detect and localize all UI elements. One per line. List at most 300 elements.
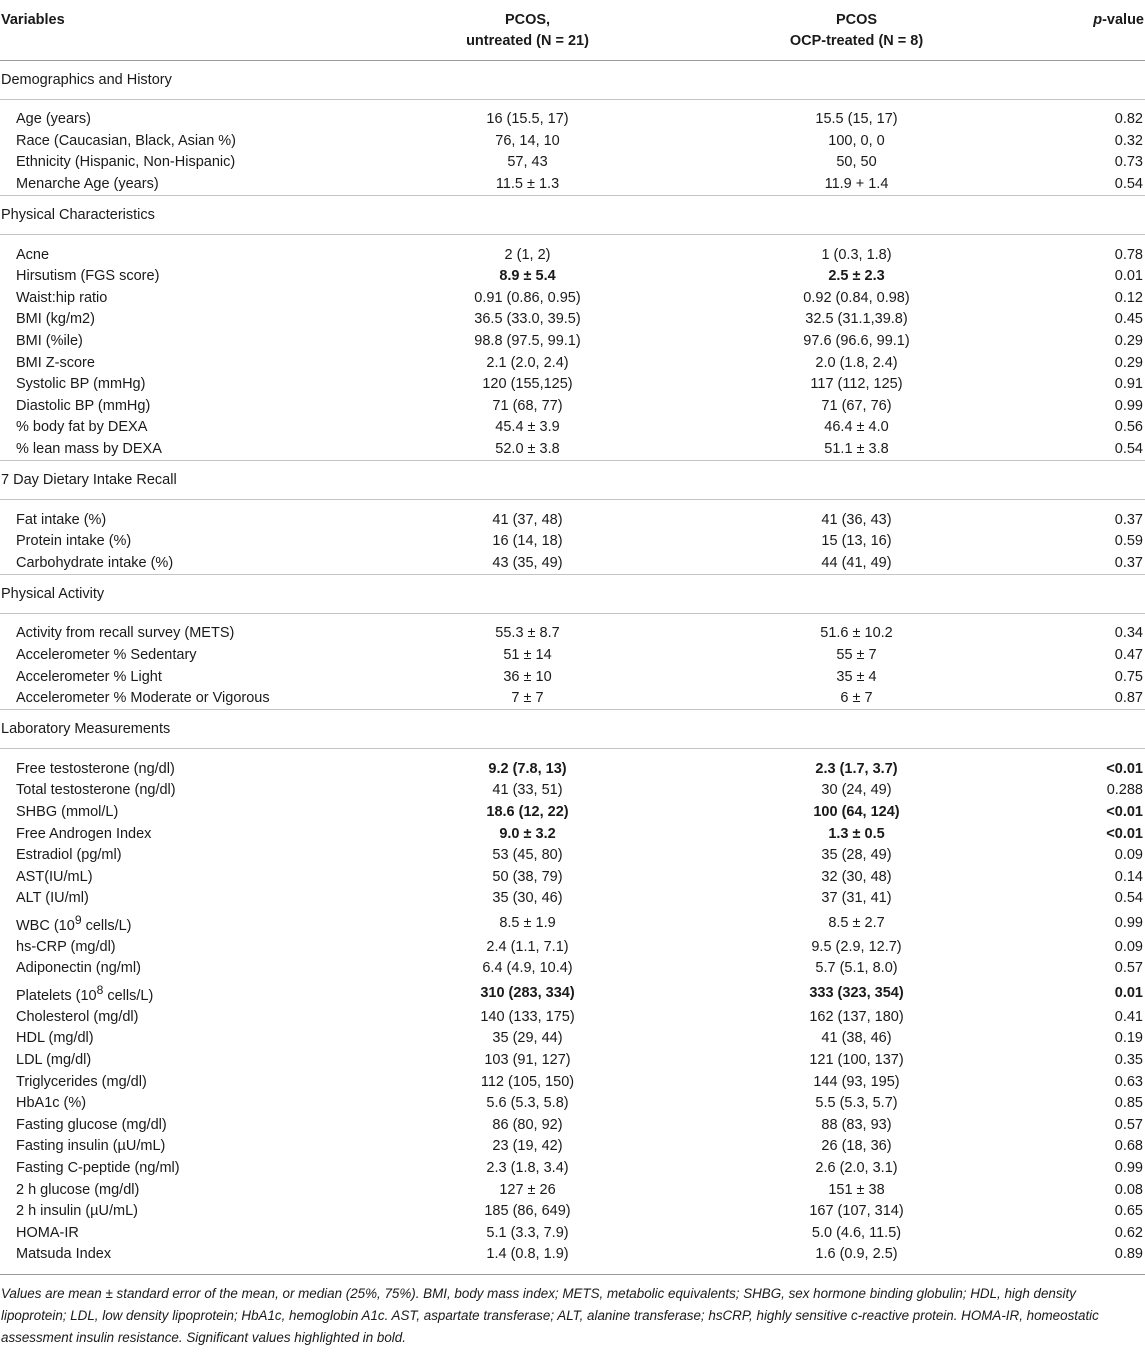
- variable-label: Carbohydrate intake (%): [16, 554, 174, 571]
- header-treated: [685, 0, 1028, 61]
- cell-untreated: 5.6 (5.3, 5.8): [486, 1095, 569, 1112]
- cell-p-value: 0.12: [1114, 289, 1143, 306]
- cell-variable: [0, 802, 370, 824]
- table-row: [0, 910, 1145, 937]
- cell-untreated: 35 (30, 46): [492, 890, 563, 907]
- cell-variable: [0, 1093, 370, 1115]
- cell-treated: 88 (83, 93): [821, 1116, 892, 1133]
- header-untreated-line2: untreated (N = 21): [466, 33, 589, 49]
- cell-treated: 100 (64, 124): [813, 803, 900, 820]
- cell-treated: 11.9 + 1.4: [824, 176, 889, 193]
- cell-untreated: 11.5 ± 1.3: [495, 176, 560, 193]
- variable-label: hs-CRP (mg/dl): [16, 938, 116, 955]
- cell-p-value: 0.41: [1114, 1008, 1143, 1025]
- cell-variable: [0, 266, 370, 288]
- header-treated-line2: OCP-treated (N = 8): [789, 33, 924, 49]
- cell-p-value: 0.82: [1114, 111, 1143, 128]
- cell-p-value: 0.45: [1114, 311, 1143, 328]
- table-row: [0, 866, 1145, 888]
- cell-untreated: 0.91 (0.86, 0.95): [474, 289, 581, 306]
- variable-label: Waist:hip ratio: [16, 289, 108, 306]
- variable-label: Systolic BP (mmHg): [16, 376, 146, 393]
- cell-treated: 9.5 (2.9, 12.7): [811, 938, 902, 955]
- cell-treated: 41 (38, 46): [821, 1030, 892, 1047]
- variable-label: % lean mass by DEXA: [16, 441, 162, 458]
- cell-untreated: 185 (86, 649): [484, 1203, 571, 1220]
- cell-untreated: 18.6 (12, 22): [486, 803, 569, 820]
- header-variables-label: Variables: [1, 12, 65, 28]
- cell-untreated: 36 ± 10: [503, 668, 552, 685]
- cell-untreated: 5.1 (3.3, 7.9): [486, 1224, 569, 1241]
- header-row: [0, 0, 1145, 61]
- table-row: [0, 109, 1145, 131]
- cell-untreated: 112 (105, 150): [480, 1073, 575, 1090]
- header-treated-line1: PCOS: [835, 12, 878, 28]
- table-row: [0, 780, 1145, 802]
- cell-p-value: 0.78: [1114, 246, 1143, 263]
- cell-treated: 100, 0, 0: [828, 132, 885, 149]
- cell-p-value: <0.01: [1106, 803, 1143, 820]
- variable-label: Triglycerides (mg/dl): [16, 1073, 147, 1090]
- header-untreated: [370, 0, 685, 61]
- section-title: 7 Day Dietary Intake Recall: [0, 461, 1145, 500]
- cell-variable: [0, 244, 370, 266]
- cell-variable: [0, 936, 370, 958]
- section-spacer: [0, 235, 1145, 245]
- table-row: [0, 1071, 1145, 1093]
- cell-treated: 1.3 ± 0.5: [828, 825, 885, 842]
- cell-variable: [0, 1158, 370, 1180]
- cell-untreated: 45.4 ± 3.9: [495, 419, 560, 436]
- cell-untreated: 52.0 ± 3.8: [495, 441, 560, 458]
- variable-label: Free testosterone (ng/dl): [16, 760, 175, 777]
- table-row: [0, 174, 1145, 196]
- cell-p-value: 0.57: [1114, 960, 1143, 977]
- cell-untreated: 55.3 ± 8.7: [495, 625, 560, 642]
- cell-treated: 32 (30, 48): [821, 868, 892, 885]
- table-row: [0, 131, 1145, 153]
- cell-variable: [0, 553, 370, 575]
- spacer-cell: [0, 749, 1145, 759]
- cell-untreated: 53 (45, 80): [492, 847, 563, 864]
- cell-untreated: 6.4 (4.9, 10.4): [482, 960, 573, 977]
- cell-p-value: 0.99: [1114, 914, 1143, 931]
- variable-label: HDL (mg/dl): [16, 1030, 94, 1047]
- cell-variable: [0, 331, 370, 353]
- cell-treated: 0.92 (0.84, 0.98): [803, 289, 910, 306]
- cell-untreated: 57, 43: [507, 154, 548, 171]
- cell-treated: 2.6 (2.0, 3.1): [815, 1159, 898, 1176]
- cell-variable: [0, 866, 370, 888]
- cell-variable: [0, 439, 370, 461]
- cell-p-value: <0.01: [1106, 825, 1143, 842]
- cell-variable: [0, 109, 370, 131]
- header-p-italic: p: [1093, 12, 1103, 28]
- table-row: [0, 1222, 1145, 1244]
- cell-treated: 333 (323, 354): [809, 984, 904, 1001]
- cell-p-value: 0.37: [1114, 554, 1143, 571]
- cell-treated: 8.5 ± 2.7: [828, 914, 885, 931]
- table-row: [0, 1028, 1145, 1050]
- variable-label: Adiponectin (ng/ml): [16, 960, 141, 977]
- table-row: [0, 980, 1145, 1007]
- cell-untreated: 50 (38, 79): [492, 868, 563, 885]
- cell-variable: [0, 645, 370, 667]
- cell-treated: 15 (13, 16): [821, 533, 892, 550]
- variable-label: Accelerometer % Sedentary: [16, 646, 197, 663]
- cell-treated: 35 (28, 49): [821, 847, 892, 864]
- cell-variable: [0, 1244, 370, 1266]
- variable-label: Accelerometer % Moderate or Vigorous: [16, 690, 270, 707]
- variable-label: Race (Caucasian, Black, Asian %): [16, 132, 237, 149]
- cell-p-value: 0.73: [1114, 154, 1143, 171]
- cell-variable: [0, 958, 370, 980]
- table-row: [0, 688, 1145, 710]
- cell-treated: 41 (36, 43): [821, 511, 892, 528]
- cell-untreated: 41 (33, 51): [492, 782, 563, 799]
- table-row: [0, 645, 1145, 667]
- table-row: [0, 531, 1145, 553]
- variable-label-suffix: cells/L): [103, 987, 154, 1004]
- cell-variable: [0, 417, 370, 439]
- table-row: [0, 1201, 1145, 1223]
- cell-p-value: 0.91: [1114, 376, 1143, 393]
- variable-label: Diastolic BP (mmHg): [16, 397, 151, 414]
- cell-variable: [0, 1222, 370, 1244]
- cell-variable: [0, 980, 370, 1007]
- cell-untreated: 9.2 (7.8, 13): [488, 760, 567, 777]
- table-header: [0, 0, 1145, 61]
- cell-treated: 46.4 ± 4.0: [824, 419, 889, 436]
- cell-treated: 15.5 (15, 17): [815, 111, 898, 128]
- cell-variable: [0, 823, 370, 845]
- cell-variable: [0, 396, 370, 418]
- cell-treated: 162 (137, 180): [809, 1008, 904, 1025]
- variable-label: 2 h glucose (mg/dl): [16, 1181, 140, 1198]
- table-row: [0, 266, 1145, 288]
- cell-p-value: 0.85: [1114, 1095, 1143, 1112]
- spacer-cell: [0, 614, 1145, 624]
- table-row: [0, 623, 1145, 645]
- cell-p-value: 0.34: [1114, 625, 1143, 642]
- cell-p-value: 0.01: [1114, 984, 1143, 1001]
- variable-label: Estradiol (pg/ml): [16, 847, 122, 864]
- cell-treated: 117 (112, 125): [810, 376, 903, 393]
- header-p-value: [1028, 0, 1145, 61]
- cell-untreated: 36.5 (33.0, 39.5): [474, 311, 581, 328]
- cell-untreated: 140 (133, 175): [480, 1008, 575, 1025]
- cell-untreated: 98.8 (97.5, 99.1): [474, 333, 581, 350]
- cell-variable: [0, 509, 370, 531]
- cell-variable: [0, 174, 370, 196]
- cell-p-value: 0.87: [1114, 690, 1143, 707]
- table-row: [0, 1158, 1145, 1180]
- variable-label: BMI (kg/m2): [16, 311, 95, 328]
- cell-untreated: 76, 14, 10: [495, 132, 560, 149]
- cell-treated: 5.0 (4.6, 11.5): [811, 1224, 902, 1241]
- cell-treated: 50, 50: [836, 154, 877, 171]
- cell-variable: [0, 666, 370, 688]
- cell-p-value: 0.65: [1114, 1203, 1143, 1220]
- variable-label: Fasting insulin (µU/mL): [16, 1138, 166, 1155]
- section-header-row: [0, 575, 1145, 614]
- cell-treated: 35 ± 4: [836, 668, 877, 685]
- section-spacer: [0, 100, 1145, 110]
- cell-variable: [0, 888, 370, 910]
- table-row: [0, 553, 1145, 575]
- cell-p-value: 0.09: [1114, 938, 1143, 955]
- table-row: [0, 1006, 1145, 1028]
- cell-treated: 26 (18, 36): [821, 1138, 892, 1155]
- cell-treated: 37 (31, 41): [821, 890, 892, 907]
- variable-label: HbA1c (%): [16, 1095, 87, 1112]
- cell-treated: 2.3 (1.7, 3.7): [815, 760, 898, 777]
- cell-treated: 97.6 (96.6, 99.1): [803, 333, 910, 350]
- variable-label: LDL (mg/dl): [16, 1051, 92, 1068]
- cell-p-value: 0.75: [1114, 668, 1143, 685]
- table-row: [0, 936, 1145, 958]
- cell-untreated: 2.1 (2.0, 2.4): [486, 354, 569, 371]
- cell-variable: [0, 1050, 370, 1072]
- variable-label: SHBG (mmol/L): [16, 803, 119, 820]
- cell-p-value: 0.99: [1114, 397, 1143, 414]
- cell-treated: 1.6 (0.9, 2.5): [815, 1246, 898, 1263]
- cell-p-value: 0.99: [1114, 1159, 1143, 1176]
- cell-p-value: 0.54: [1114, 176, 1143, 193]
- cell-variable: [0, 1006, 370, 1028]
- table-row: [0, 509, 1145, 531]
- variable-label: HOMA-IR: [16, 1224, 79, 1241]
- table-row: [0, 1093, 1145, 1115]
- cell-treated: 55 ± 7: [836, 646, 877, 663]
- cell-p-value: 0.19: [1114, 1030, 1143, 1047]
- table-row: [0, 1050, 1145, 1072]
- cell-p-value: 0.54: [1114, 890, 1143, 907]
- table-row: [0, 331, 1145, 353]
- variable-label: Hirsutism (FGS score): [16, 268, 160, 285]
- cell-variable: [0, 374, 370, 396]
- cell-treated: 32.5 (31.1,39.8): [805, 311, 908, 328]
- cell-variable: [0, 1179, 370, 1201]
- cell-untreated: 2 (1, 2): [504, 246, 551, 263]
- variable-label: BMI Z-score: [16, 354, 95, 371]
- cell-variable: [0, 531, 370, 553]
- cell-p-value: 0.89: [1114, 1246, 1143, 1263]
- cell-treated: 121 (100, 137): [809, 1051, 904, 1068]
- cell-variable: [0, 780, 370, 802]
- section-header-row: [0, 710, 1145, 749]
- variable-label: Ethnicity (Hispanic, Non-Hispanic): [16, 154, 236, 171]
- table-row: [0, 958, 1145, 980]
- table-row: [0, 309, 1145, 331]
- cell-treated: 167 (107, 314): [809, 1203, 904, 1220]
- cell-untreated: 9.0 ± 3.2: [499, 825, 556, 842]
- variable-label: Menarche Age (years): [16, 176, 159, 193]
- section-title: Physical Activity: [0, 575, 1145, 614]
- variable-label: Free Androgen Index: [16, 825, 152, 842]
- cell-variable: [0, 758, 370, 780]
- table-row: [0, 888, 1145, 910]
- table-row: [0, 1136, 1145, 1158]
- table-row: [0, 244, 1145, 266]
- cell-treated: 144 (93, 195): [813, 1073, 900, 1090]
- cell-treated: 44 (41, 49): [821, 554, 892, 571]
- cell-p-value: 0.29: [1114, 333, 1143, 350]
- cell-p-value: 0.35: [1114, 1051, 1143, 1068]
- table-row: [0, 845, 1145, 867]
- cell-untreated: 35 (29, 44): [492, 1030, 563, 1047]
- table-row: [0, 1114, 1145, 1136]
- section-header-row: [0, 61, 1145, 100]
- cell-treated: 1 (0.3, 1.8): [821, 246, 892, 263]
- section-spacer: [0, 749, 1145, 759]
- cell-untreated: 310 (283, 334): [480, 984, 575, 1001]
- cell-untreated: 51 ± 14: [503, 646, 552, 663]
- cell-treated: 5.7 (5.1, 8.0): [815, 960, 898, 977]
- table-row: [0, 758, 1145, 780]
- cell-p-value: 0.47: [1114, 646, 1143, 663]
- cell-untreated: 127 ± 26: [499, 1181, 556, 1198]
- section-title: Physical Characteristics: [0, 196, 1145, 235]
- header-variables: [0, 0, 370, 61]
- cell-variable: [0, 1201, 370, 1223]
- variable-label: Fasting glucose (mg/dl): [16, 1116, 167, 1133]
- variable-label: AST(IU/mL): [16, 868, 93, 885]
- cell-p-value: 0.56: [1114, 419, 1143, 436]
- table-row: [0, 802, 1145, 824]
- variable-label: Matsuda Index: [16, 1246, 112, 1263]
- cell-p-value: 0.63: [1114, 1073, 1143, 1090]
- cell-untreated: 8.9 ± 5.4: [499, 268, 556, 285]
- variable-label: Accelerometer % Light: [16, 668, 162, 685]
- variable-label-suffix: cells/L): [81, 917, 132, 934]
- section-header-row: [0, 461, 1145, 500]
- variable-label: Platelets (10: [16, 987, 97, 1004]
- table-body: [0, 61, 1145, 1266]
- cell-untreated: 103 (91, 127): [484, 1051, 571, 1068]
- cell-treated: 2.0 (1.8, 2.4): [815, 354, 898, 371]
- variable-label: Fasting C-peptide (ng/ml): [16, 1159, 180, 1176]
- section-spacer: [0, 500, 1145, 510]
- variable-exponent: 9: [74, 912, 82, 927]
- table-row: [0, 823, 1145, 845]
- spacer-cell: [0, 100, 1145, 110]
- cell-p-value: 0.37: [1114, 511, 1143, 528]
- cell-p-value: 0.288: [1106, 782, 1143, 799]
- variable-label: Acne: [16, 246, 50, 263]
- cell-untreated: 16 (15.5, 17): [486, 111, 569, 128]
- cell-variable: [0, 688, 370, 710]
- cell-untreated: 8.5 ± 1.9: [499, 914, 556, 931]
- cell-variable: [0, 1071, 370, 1093]
- cell-untreated: 120 (155,125): [482, 376, 573, 393]
- cell-variable: [0, 1028, 370, 1050]
- section-title: Laboratory Measurements: [0, 710, 1145, 749]
- variable-label: % body fat by DEXA: [16, 419, 148, 436]
- cell-treated: 5.5 (5.3, 5.7): [815, 1095, 898, 1112]
- cell-variable: [0, 845, 370, 867]
- variable-label: Age (years): [16, 111, 91, 128]
- cell-untreated: 43 (35, 49): [492, 554, 563, 571]
- variable-label: WBC (10: [16, 917, 75, 934]
- variable-label: Activity from recall survey (METS): [16, 625, 235, 642]
- cell-variable: [0, 352, 370, 374]
- table-row: [0, 417, 1145, 439]
- variable-label: Total testosterone (ng/dl): [16, 782, 176, 799]
- cell-variable: [0, 131, 370, 153]
- cell-untreated: 7 ± 7: [511, 690, 544, 707]
- cell-p-value: 0.29: [1114, 354, 1143, 371]
- variable-label: Cholesterol (mg/dl): [16, 1008, 139, 1025]
- cell-untreated: 2.4 (1.1, 7.1): [486, 938, 569, 955]
- cell-p-value: 0.01: [1114, 268, 1143, 285]
- cell-treated: 51.1 ± 3.8: [824, 441, 889, 458]
- table-row: [0, 666, 1145, 688]
- cell-treated: 51.6 ± 10.2: [820, 625, 893, 642]
- table-row: [0, 374, 1145, 396]
- cell-untreated: 16 (14, 18): [492, 533, 563, 550]
- cell-p-value: <0.01: [1106, 760, 1143, 777]
- cell-treated: 30 (24, 49): [821, 782, 892, 799]
- cell-p-value: 0.09: [1114, 847, 1143, 864]
- cell-variable: [0, 910, 370, 937]
- table-footnote: Values are mean ± standard error of the mean, or median (25%, 75%). BMI, body mass index; METS, metabolic equivalents; SHBG, sex hormone binding globulin; HDL, high density lipoprotein; LDL, low density lipoprotein; HbA1c, hemoglobin A1c. AST, aspartate transferase; ALT, alanine transferase; hsCRP, highly sensitive c-reactive protein. HOMA-IR, homeostatic assessment insulin resistance. Significant values highlighted in bold.: [0, 1274, 1145, 1349]
- spacer-cell: [0, 235, 1145, 245]
- section-title: Demographics and History: [0, 61, 1145, 100]
- table-row: [0, 152, 1145, 174]
- cell-treated: 2.5 ± 2.3: [828, 268, 885, 285]
- table-row: [0, 352, 1145, 374]
- cell-variable: [0, 288, 370, 310]
- cell-treated: 6 ± 7: [840, 690, 873, 707]
- variable-label: 2 h insulin (µU/mL): [16, 1203, 138, 1220]
- table-row: [0, 439, 1145, 461]
- cell-untreated: 71 (68, 77): [492, 397, 563, 414]
- cell-treated: 71 (67, 76): [821, 397, 892, 414]
- table-row: [0, 396, 1145, 418]
- cell-untreated: 86 (80, 92): [492, 1116, 563, 1133]
- cell-variable: [0, 309, 370, 331]
- table-row: [0, 1179, 1145, 1201]
- variable-label: ALT (IU/ml): [16, 890, 89, 907]
- header-p-rest: -value: [1102, 12, 1144, 28]
- cell-p-value: 0.08: [1114, 1181, 1143, 1198]
- cell-untreated: 1.4 (0.8, 1.9): [486, 1246, 569, 1263]
- cell-variable: [0, 1114, 370, 1136]
- section-header-row: [0, 196, 1145, 235]
- variable-label: Protein intake (%): [16, 533, 132, 550]
- table-row: [0, 1244, 1145, 1266]
- cell-variable: [0, 152, 370, 174]
- cell-p-value: 0.59: [1114, 533, 1143, 550]
- variable-exponent: 8: [96, 982, 104, 997]
- cell-p-value: 0.68: [1114, 1138, 1143, 1155]
- variable-label: Fat intake (%): [16, 511, 107, 528]
- cell-variable: [0, 623, 370, 645]
- cell-untreated: 2.3 (1.8, 3.4): [486, 1159, 569, 1176]
- cell-p-value: 0.54: [1114, 441, 1143, 458]
- cell-p-value: 0.62: [1114, 1224, 1143, 1241]
- cell-untreated: 41 (37, 48): [492, 511, 563, 528]
- cell-untreated: 23 (19, 42): [492, 1138, 563, 1155]
- cell-treated: 151 ± 38: [828, 1181, 885, 1198]
- cell-variable: [0, 1136, 370, 1158]
- header-untreated-line1: PCOS,: [504, 12, 551, 28]
- cell-p-value: 0.57: [1114, 1116, 1143, 1133]
- spacer-cell: [0, 500, 1145, 510]
- section-spacer: [0, 614, 1145, 624]
- cell-p-value: 0.32: [1114, 132, 1143, 149]
